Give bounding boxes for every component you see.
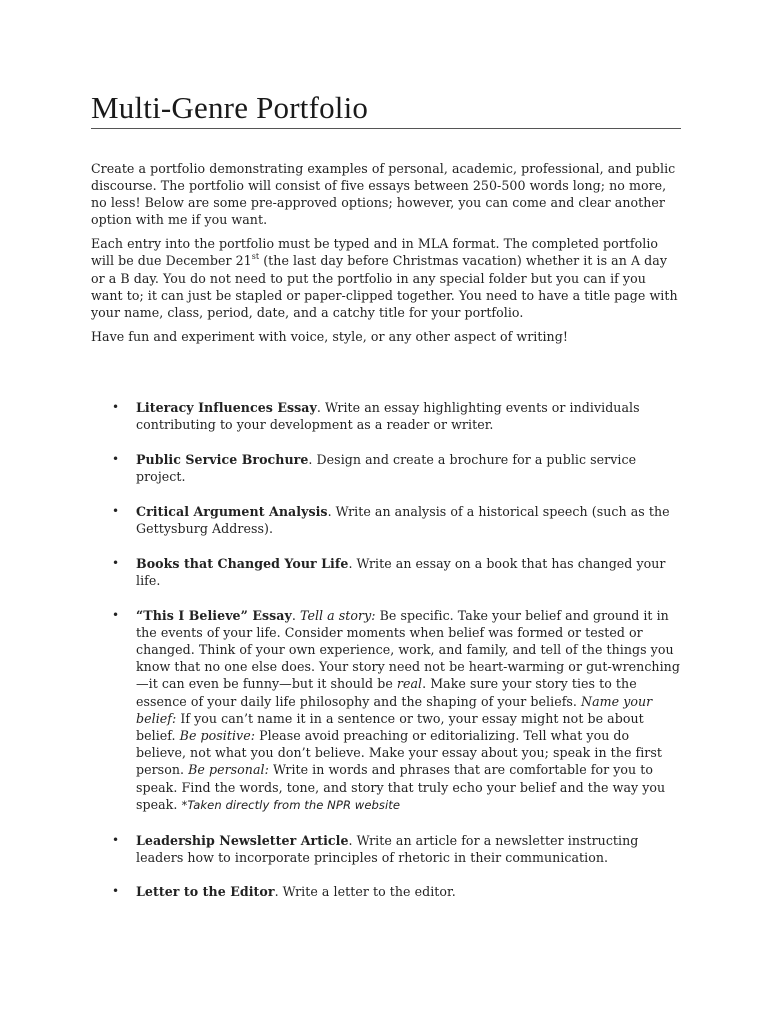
portfolio-options-list [91,399,681,918]
item-text-segment: If you can’t name it in a sentence or two, your essay might not be about belief. [136,710,644,744]
intro-paragraph-2 [91,235,681,320]
list-item [91,451,681,485]
item-text-segment: . [291,607,300,623]
item-text-segment: Please avoid preaching or editorializing. Tell what you do believe, not what you don’t believe. Make your essay about you; speak in the first person. [136,728,662,778]
intro-section [91,160,681,345]
item-description: . Write an article for a newsletter instructing leaders how to incorporate principles of rhetoric in their communication. [136,832,639,865]
intro-p2-text-a: Each entry into the portfolio must be typed and in MLA format. The completed portfolio will be due December 21 [91,236,659,269]
item-title: Letter to the Editor [136,884,275,900]
bullet-icon: • [112,884,120,899]
list-item [91,832,681,866]
bullet-icon: • [112,503,120,518]
list-item [91,607,681,814]
list-item [91,883,681,900]
title-underline [91,128,681,129]
item-title: Leadership Newsletter Article [136,832,349,848]
intro-paragraph-1: Create a portfolio demonstrating examples of personal, academic, professional, and public discourse. The portfolio will consist of five essays between 250-500 words long; no more, no less! Below are some pre-approved options; however, you can come and clear another option with me if you want. [91,161,676,228]
date-superscript: st [251,252,260,262]
document-page [91,88,681,900]
bullet-icon: • [112,832,120,847]
page-title: Multi-Genre Portfolio [91,90,369,125]
item-emphasis: Be positive: [179,728,256,744]
item-description: . Write a letter to the editor. [274,884,456,900]
list-item [91,399,681,433]
bullet-icon: • [112,607,120,622]
intro-paragraph-3: Have fun and experiment with voice, style, or any other aspect of writing! [91,328,568,344]
item-title: “This I Believe” Essay [136,607,292,623]
item-title: Literacy Influences Essay [136,400,317,415]
item-title: Books that Changed Your Life [136,555,349,571]
intro-p2-text-b: (the last day before Christmas vacation) whether it is an A day or a B day. You do not need to put the portfolio in any special folder but you can if you want to; it can just be stapled or paper-clipped together. You need to have a title page with your name, class, period, date, and a catchy title for your portfolio. [91,253,678,320]
item-title: Critical Argument Analysis [136,503,328,519]
source-note: *Taken directly from the NPR website [181,797,401,812]
item-text-segment: . Make sure your story ties to the essence of your daily life philosophy and the shaping of your beliefs. [136,676,637,709]
item-description: . Write an essay on a book that has changed your life. [136,555,666,588]
bullet-icon: • [112,555,120,570]
item-emphasis: real [396,676,423,692]
list-item [91,555,681,589]
item-description: . Write an analysis of a historical speech (such as the Gettysburg Address). [136,503,670,537]
item-description: . Design and create a brochure for a public service project. [136,451,637,485]
bullet-icon: • [112,451,120,466]
item-title: Public Service Brochure [136,451,309,467]
item-description: . Write an essay highlighting events or individuals contributing to your development as a reader or writer. [136,400,640,433]
item-emphasis: Be personal: [188,762,269,778]
bullet-icon: • [112,400,120,414]
item-text-segment: Write in words and phrases that are comfortable for you to speak. Find the words, tone, and story that truly echo your belief and the way you speak. [136,762,666,812]
item-emphasis: Tell a story: [299,607,376,623]
list-item [91,503,681,537]
item-emphasis: Name your belief: [136,693,653,726]
item-text-segment: Be specific. Take your belief and ground it in the events of your life. Consider moments when belief was formed or tested or changed. Think of your own experience, work, and family, and tell of the things you know that no one else does. Your story need not be heart-warming or gut-wrenching—it can even be funny—but it should be [136,607,680,692]
